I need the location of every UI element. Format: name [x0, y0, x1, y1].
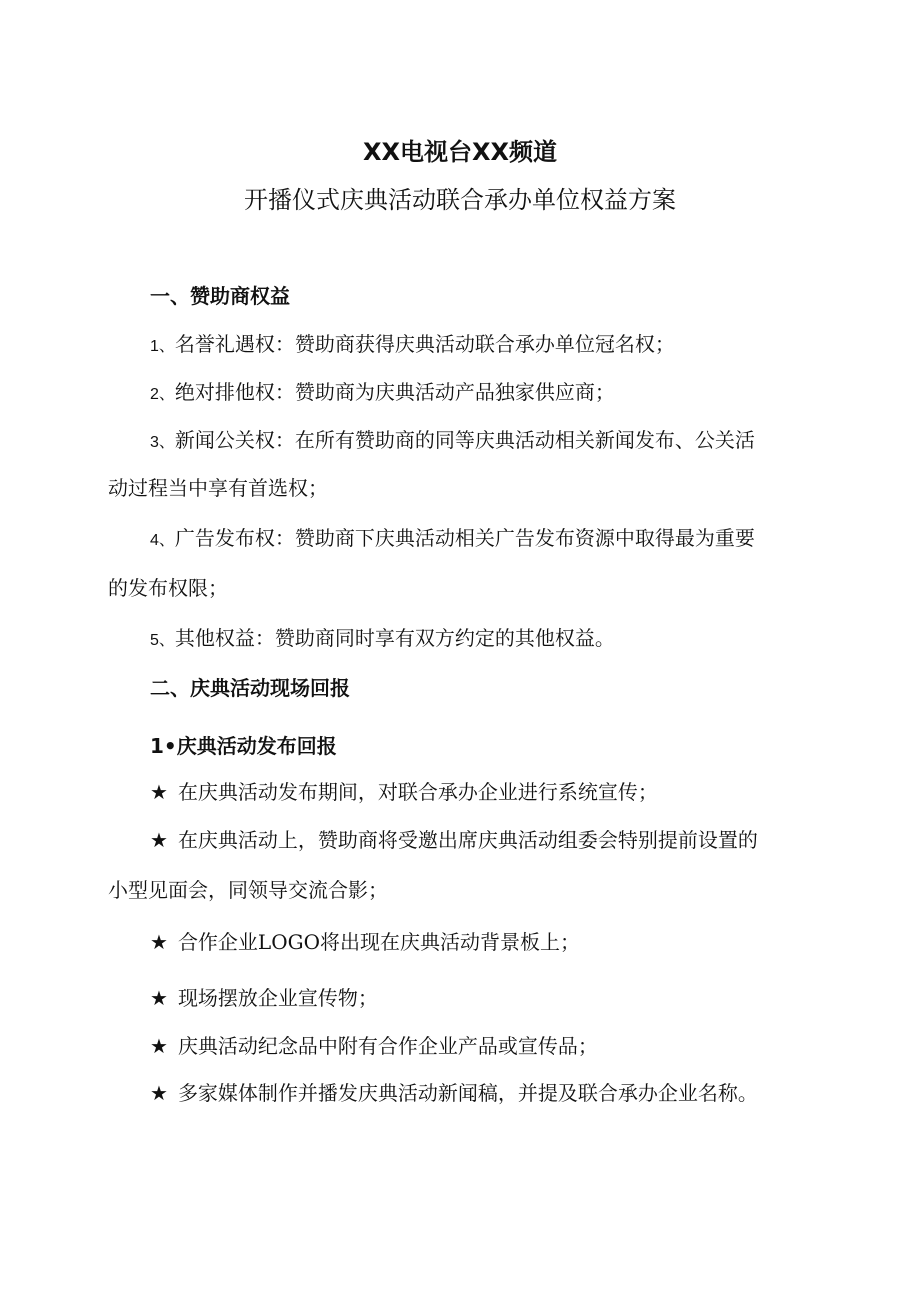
star-icon: ★: [150, 930, 168, 954]
bullet-item: [150, 1032, 598, 1060]
document-title: XX电视台XX频道: [362, 138, 557, 166]
list-item-continuation: 的发布权限；: [108, 576, 228, 600]
item-number: 3、: [150, 434, 175, 451]
star-icon: ★: [150, 1034, 168, 1058]
star-icon: ★: [150, 780, 168, 804]
bullet-text: 合作企业LOGO将出现在庆典活动背景板上；: [177, 930, 580, 954]
bullet-item-continuation: 小型见面会，同领导交流合影；: [108, 878, 388, 902]
list-item: [150, 524, 755, 555]
bullet-item: [150, 1079, 758, 1107]
item-text: 广告发布权：赞助商下庆典活动相关广告发布资源中取得最为重要: [174, 526, 755, 550]
list-item: [150, 624, 615, 655]
bullet-item: [150, 984, 378, 1012]
item-text: 新闻公关权：在所有赞助商的同等庆典活动相关新闻发布、公关活: [174, 428, 755, 452]
list-item: [150, 426, 755, 457]
star-icon: ★: [150, 986, 168, 1010]
section-2-subheading: 1•庆典活动发布回报: [150, 734, 337, 758]
item-text: 绝对排他权：赞助商为庆典活动产品独家供应商；: [174, 380, 615, 404]
list-item: [150, 378, 615, 409]
item-number: 4、: [150, 532, 175, 549]
bullet-text: 庆典活动纪念品中附有合作企业产品或宣传品；: [177, 1034, 598, 1058]
bullet-text: 现场摆放企业宣传物；: [177, 986, 378, 1010]
bullet-item: [150, 928, 580, 956]
list-item: [150, 330, 675, 361]
item-number: 1、: [150, 338, 175, 355]
section-2-heading: 二、庆典活动现场回报: [150, 676, 350, 700]
section-1-heading: 一、赞助商权益: [150, 284, 290, 308]
star-icon: ★: [150, 1081, 168, 1105]
item-number: 2、: [150, 386, 175, 403]
bullet-text: 多家媒体制作并播发庆典活动新闻稿，并提及联合承办企业名称。: [177, 1081, 758, 1105]
bullet-item: [150, 826, 758, 854]
star-icon: ★: [150, 828, 168, 852]
bullet-item: [150, 778, 658, 806]
document-subtitle: 开播仪式庆典活动联合承办单位权益方案: [244, 186, 676, 214]
item-number: 5、: [150, 632, 175, 649]
list-item-continuation: 动过程当中享有首选权；: [108, 476, 328, 500]
item-text: 其他权益：赞助商同时享有双方约定的其他权益。: [174, 626, 615, 650]
item-text: 名誉礼遇权：赞助商获得庆典活动联合承办单位冠名权；: [174, 332, 675, 356]
bullet-text: 在庆典活动上，赞助商将受邀出席庆典活动组委会特别提前设置的: [177, 828, 758, 852]
bullet-text: 在庆典活动发布期间，对联合承办企业进行系统宣传；: [177, 780, 658, 804]
